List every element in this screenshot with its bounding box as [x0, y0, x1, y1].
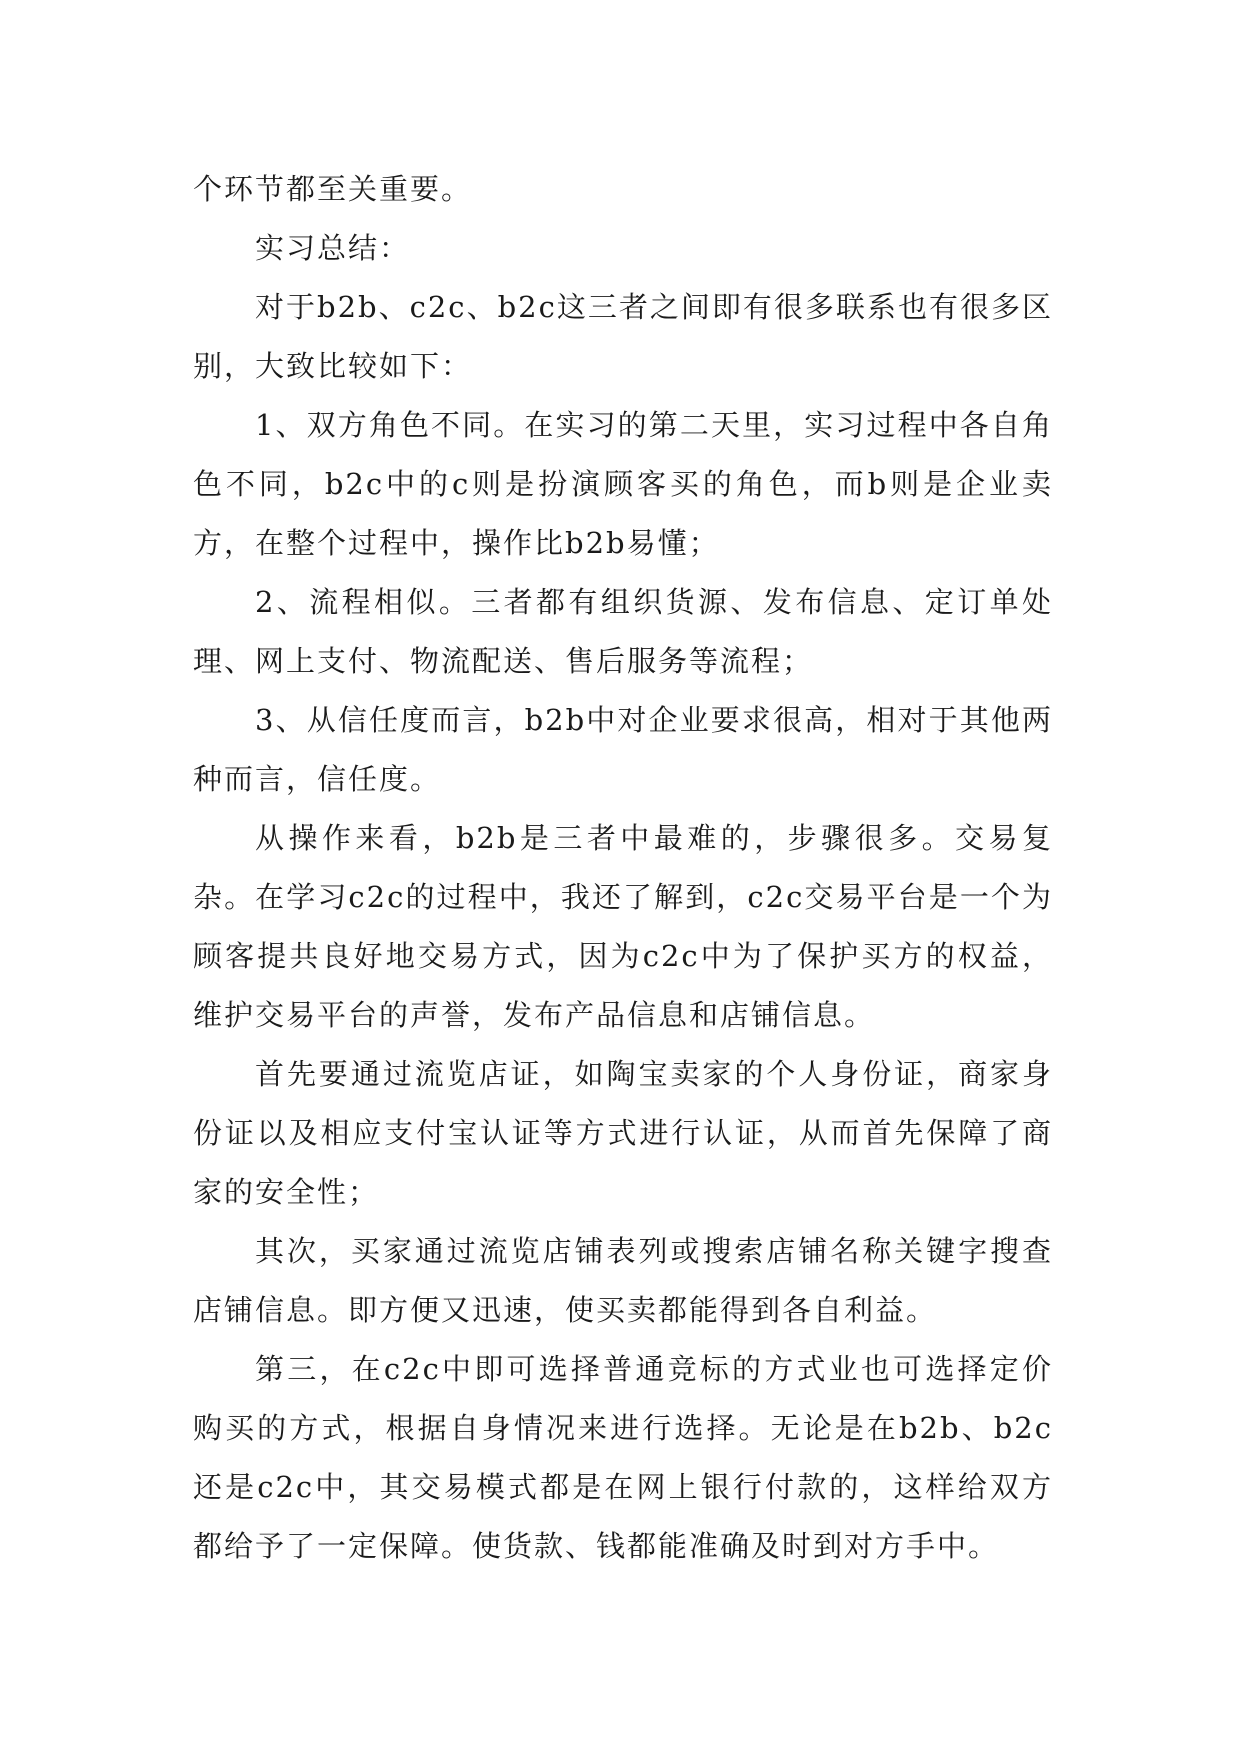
- paragraph-summary-heading: 实习总结：: [255, 231, 411, 265]
- paragraph-point-3: 3、从信任度而言，b2b中对企业要求很高，相对于其他两种而言，信任度。: [193, 703, 1053, 796]
- paragraph-intro: 对于b2b、c2c、b2c这三者之间即有很多联系也有很多区别，大致比较如下：: [193, 290, 1053, 383]
- paragraph-continuation: 个环节都至关重要。: [193, 172, 473, 206]
- paragraph-point-1: 1、双方角色不同。在实习的第二天里，实习过程中各自角色不同，b2c中的c则是扮演顾客买的角色，而b则是企业卖方，在整个过程中，操作比b2b易懂；: [193, 408, 1053, 560]
- paragraph-point-2: 2、流程相似。三者都有组织货源、发布信息、定订单处理、网上支付、物流配送、售后服务等流程；: [193, 585, 1053, 678]
- paragraph-operation: 从操作来看，b2b是三者中最难的，步骤很多。交易复杂。在学习c2c的过程中，我还了解到，c2c交易平台是一个为顾客提共良好地交易方式，因为c2c中为了保护买方的权益，维护交易平台的声誉，发布产品信息和店铺信息。: [193, 821, 1053, 1032]
- paragraph-first: 首先要通过流览店证，如陶宝卖家的个人身份证，商家身份证以及相应支付宝认证等方式进行认证，从而首先保障了商家的安全性；: [193, 1057, 1053, 1209]
- paragraph-third: 第三，在c2c中即可选择普通竞标的方式业也可选择定价购买的方式，根据自身情况来进行选择。无论是在b2b、b2c还是c2c中，其交易模式都是在网上银行付款的，这样给双方都给予了一定保障。使货款、钱都能准确及时到对方手中。: [193, 1352, 1053, 1563]
- document-body: [193, 160, 1053, 1576]
- paragraph-second: 其次，买家通过流览店铺表列或搜索店铺名称关键字搜查店铺信息。即方便又迅速，使买卖都能得到各自利益。: [193, 1234, 1053, 1327]
